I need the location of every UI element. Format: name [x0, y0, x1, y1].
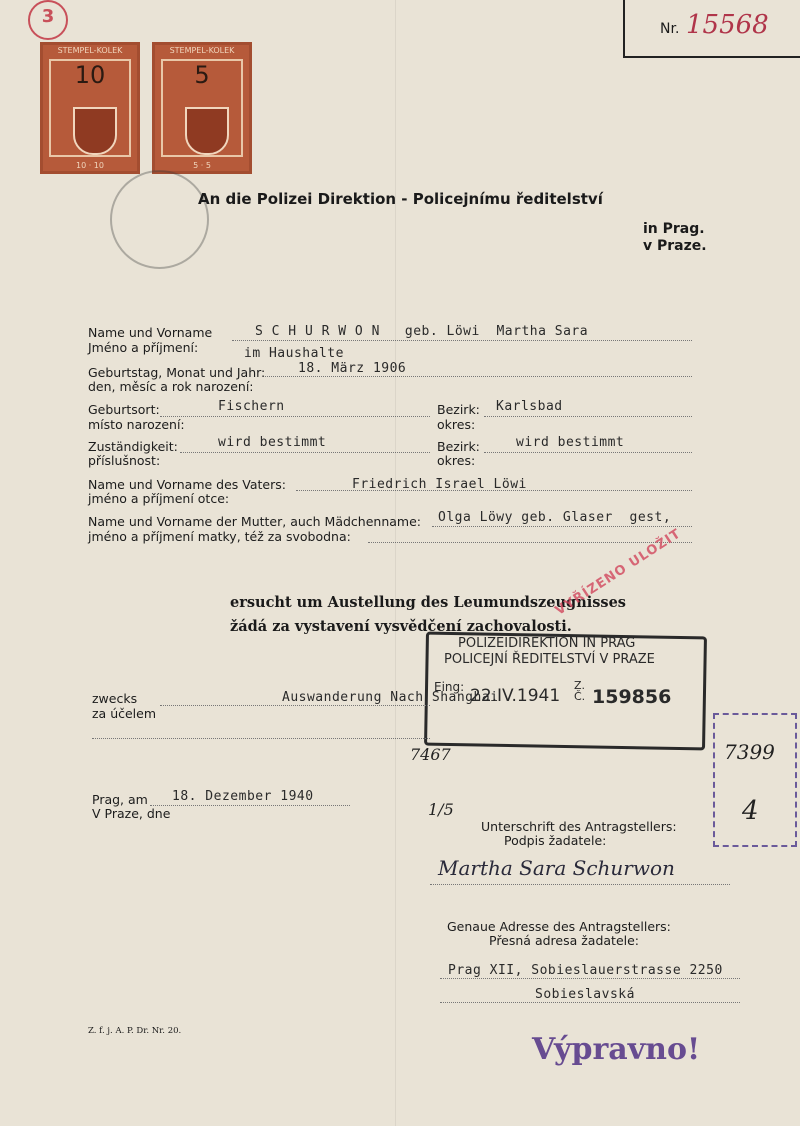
dotted-line — [440, 978, 740, 979]
circle-number-text: 3 — [41, 6, 55, 27]
birthplace-label-cz: místo narození: — [88, 417, 185, 432]
fold-line — [395, 0, 396, 1126]
address-line2: Sobieslavská — [535, 987, 635, 1002]
coat-of-arms-icon — [73, 107, 117, 155]
birth-label-cz: den, měsíc a rok narození: — [88, 379, 254, 394]
dotted-line — [232, 340, 692, 341]
police-stamp-zc: Z. Č. — [574, 679, 586, 703]
dotted-line — [180, 452, 430, 453]
dotted-line — [368, 542, 692, 543]
coat-of-arms-icon — [185, 107, 229, 155]
box-digit: 4 — [742, 796, 759, 826]
dotted-line — [265, 376, 692, 377]
dotted-line — [484, 452, 692, 453]
stamp-value: 10 — [74, 61, 106, 89]
footer-code: Z. f. j. A. P. Dr. Nr. 20. — [88, 1026, 182, 1036]
dotted-line — [160, 705, 430, 706]
father-label-cz: jméno a příjmení otce: — [88, 491, 230, 506]
tax-stamp-5 — [152, 42, 252, 174]
city-line1: in Prag. — [643, 221, 705, 237]
dotted-line — [430, 884, 730, 885]
father-label-de: Name und Vorname des Vaters: — [88, 477, 286, 492]
bezirk1-label-cz: okres: — [437, 417, 476, 432]
date-label-cz: V Praze, dne — [92, 806, 171, 821]
handwritten-mark-2: 1/5 — [428, 800, 454, 819]
name-value: S C H U R W O N geb. Löwi Martha Sara — [255, 324, 589, 339]
mother-label-cz: jméno a příjmení matky, též za svobodna: — [88, 529, 351, 544]
bezirk1-value: Karlsbad — [496, 399, 563, 414]
birth-value: 18. März 1906 — [298, 361, 407, 376]
bezirk1-label-de: Bezirk: — [437, 402, 480, 417]
dotted-line — [432, 526, 692, 527]
document-title: An die Polizei Direktion - Policejnímu ředitelství — [198, 190, 603, 208]
dotted-line — [160, 416, 430, 417]
birthplace-label-de: Geburtsort: — [88, 402, 160, 417]
request-line2: žádá za vystavení vysvědčení zachovalosti. — [230, 618, 572, 635]
haushalte-note: im Haushalte — [244, 346, 344, 361]
purpose-value: Auswanderung Nach Shanghai — [282, 690, 499, 705]
police-stamp-eing: Eing: — [434, 680, 465, 694]
mother-value: Olga Löwy geb. Glaser gest, — [438, 510, 672, 525]
stamp-footer: 5 · 5 — [193, 161, 211, 170]
zust-label-cz: příslušnost: — [88, 453, 161, 468]
nr-value: 15568 — [686, 10, 769, 40]
birth-label-de: Geburtstag, Monat und Jahr: — [88, 365, 266, 380]
signature-label-cz: Podpis žadatele: — [504, 833, 607, 848]
red-stamp: VYŘÍZENO ULOŽIT — [552, 526, 684, 619]
police-stamp-date: 22.IV.1941 — [470, 686, 561, 706]
dotted-line — [92, 738, 430, 739]
purpose-label-cz: za účelem — [92, 706, 157, 721]
dotted-line — [440, 1002, 740, 1003]
date-label-de: Prag, am — [92, 792, 148, 807]
box-number: 7399 — [724, 740, 775, 764]
stamp-value: 5 — [194, 61, 210, 89]
police-stamp-line2: POLICEJNÍ ŘEDITELSTVÍ V PRAZE — [444, 652, 655, 667]
tax-stamp-10 — [40, 42, 140, 174]
address-label-de: Genaue Adresse des Antragstellers: — [447, 919, 671, 934]
bezirk2-label-de: Bezirk: — [437, 439, 480, 454]
stamp-header: STEMPEL-KOLEK — [169, 46, 235, 55]
zust-label-de: Zuständigkeit: — [88, 439, 178, 454]
postmark — [110, 170, 209, 269]
dotted-line — [484, 416, 692, 417]
police-stamp-number: 159856 — [592, 686, 672, 708]
nr-label: Nr. — [660, 21, 680, 37]
address-label-cz: Přesná adresa žadatele: — [489, 933, 640, 948]
handwritten-mark-1: 7467 — [410, 745, 451, 764]
vypravno-stamp: Výpravno! — [532, 1032, 701, 1067]
city-line2: v Praze. — [643, 238, 707, 254]
signature-value: Martha Sara Schurwon — [438, 856, 675, 880]
request-line1: ersucht um Austellung des Leumundszeugnisses — [230, 594, 626, 611]
date-value: 18. Dezember 1940 — [172, 789, 314, 804]
bezirk2-label-cz: okres: — [437, 453, 476, 468]
name-label-de: Name und Vorname — [88, 325, 213, 340]
signature-label-de: Unterschrift des Antragstellers: — [481, 819, 677, 834]
purpose-label-de: zwecks — [92, 691, 138, 706]
address-line1: Prag XII, Sobieslauerstrasse 2250 — [448, 963, 723, 978]
bezirk2-value: wird bestimmt — [516, 435, 625, 450]
zust-value: wird bestimmt — [218, 435, 327, 450]
police-stamp-line1: POLIZEIDIREKTION IN PRAG — [458, 636, 636, 651]
father-value: Friedrich Israel Löwi — [352, 477, 527, 492]
mother-label-de: Name und Vorname der Mutter, auch Mädchenname: — [88, 514, 421, 529]
name-label-cz: Jméno a příjmení: — [88, 340, 199, 355]
dotted-line — [150, 805, 350, 806]
stamp-header: STEMPEL-KOLEK — [57, 46, 123, 55]
pencil-box — [713, 713, 797, 847]
stamp-footer: 10 · 10 — [76, 161, 104, 170]
birthplace-value: Fischern — [218, 399, 285, 414]
